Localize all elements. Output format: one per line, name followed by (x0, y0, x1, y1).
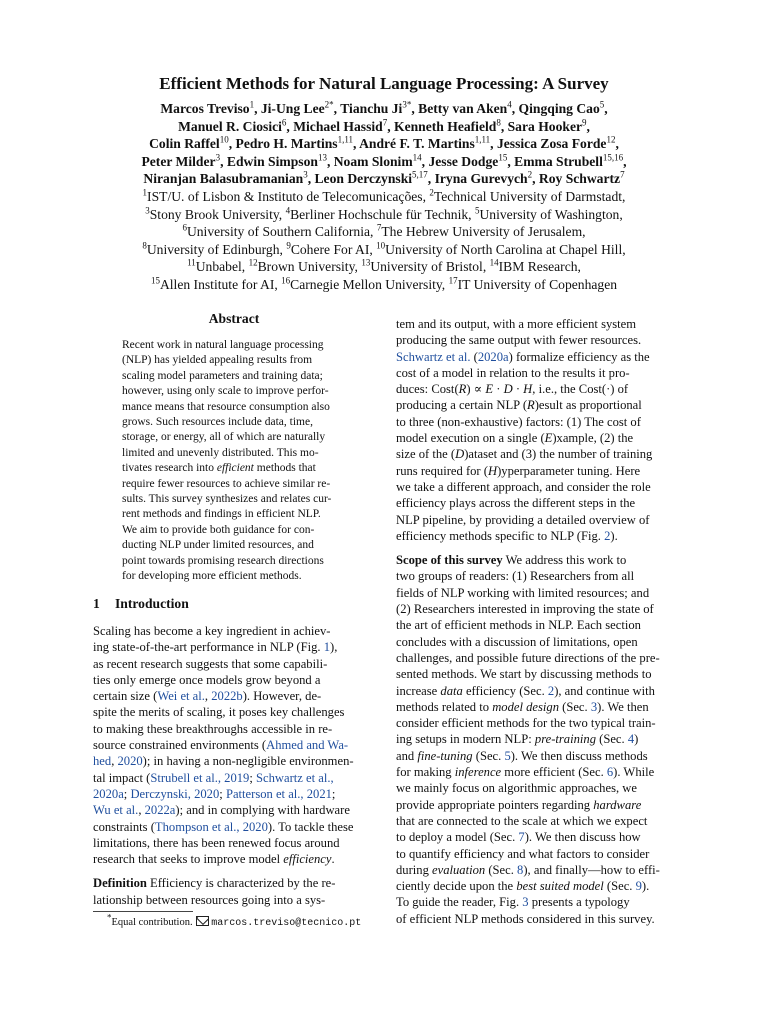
abstract-line: however, using only scale to improve perfor- (122, 385, 329, 398)
affiliation-name: IBM Research, (498, 259, 581, 275)
text-line: concludes with a discussion of limitations, open (396, 634, 638, 649)
abstract-line: point towards promising research directions (122, 554, 324, 567)
abstract-line: Recent work in natural language processing (122, 339, 324, 351)
affiliation-line (84, 258, 684, 276)
author-name: Marcos Treviso (160, 101, 250, 116)
affiliation-line (84, 241, 684, 259)
affiliation-marker: 9 (286, 240, 291, 251)
text-line: to three (non-exhaustive) factors: (1) The cost of (396, 414, 641, 429)
text-line: during evaluation (Sec. 8), and finally—how to effi- (396, 862, 660, 877)
abstract-line: limited and unevenly distributed. This mo- (122, 446, 319, 459)
abstract-body (122, 338, 348, 585)
envelope-icon (196, 916, 209, 926)
affiliation-marker: 2 (429, 187, 434, 198)
affiliation-name: University of Southern California, (186, 224, 377, 240)
author-affiliation-marker: 3 (215, 152, 221, 163)
email-link[interactable]: marcos.treviso@tecnico.pt (211, 918, 362, 929)
citation-link[interactable]: Ahmed and Wa- (266, 738, 349, 753)
author-name: Jesse Dodge (428, 153, 499, 169)
text-line: lationship between resources going into a sys- (93, 892, 326, 907)
author-affiliation-marker: 14 (412, 152, 422, 163)
affiliation-line (84, 223, 684, 241)
affiliation-marker: 14 (489, 257, 499, 268)
affiliation-name: University of North Carolina at Chapel Hill, (385, 241, 626, 257)
author-name: Tianchu Ji (340, 101, 403, 116)
author-name: Betty van Aken (418, 101, 508, 116)
citation-link[interactable]: Strubell et al., 2019 (150, 770, 250, 785)
affiliation-name: University of Bristol, (370, 259, 490, 275)
affiliation-name: Cohere For AI, (290, 241, 377, 257)
author-affiliation-marker: 12 (606, 134, 616, 145)
author-line: Manuel R. Ciosici$^6$, Michael Hassid$^7$, Kenneth Heafield$^8$, Sara Hooker$^9$, (178, 117, 590, 134)
text-line: duces: Cost(R) ∝ E · D · H, i.e., the Cost(·) of (396, 382, 629, 397)
author-affiliation-marker: 1 (249, 99, 255, 110)
text-line: tal impact (Strubell et al., 2019; Schwartz et al., (93, 770, 334, 785)
abstract-line: rent methods and findings in efficient NLP. (122, 508, 321, 521)
emphasis: best suited model (516, 879, 604, 894)
abstract-line: ducting NLP under limited resources, and (122, 539, 314, 552)
affiliation-name: University of Washington, (479, 206, 623, 222)
citation-link[interactable]: Schwartz et al., (256, 770, 334, 785)
emphasis: inference (454, 765, 502, 780)
author-affiliation-marker: 3* (402, 99, 412, 110)
text-line: runs required for (H)yperparameter tuning. Here (396, 463, 641, 478)
right-column-text (396, 316, 680, 927)
text-line: producing a certain NLP (R)esult as proportional (396, 398, 642, 413)
text-line: Scope of this survey We address this work to (396, 553, 627, 568)
citation-link[interactable]: 3 (590, 699, 598, 714)
section-title: Introduction (115, 596, 189, 611)
paragraph-heading: Scope of this survey (396, 553, 503, 568)
author-name: Iryna Gurevych (434, 171, 528, 187)
citation-link[interactable]: 7 (518, 830, 525, 845)
affiliation-marker: 11 (187, 257, 196, 268)
author-name: Sara Hooker (507, 118, 583, 134)
affiliation-name: Berliner Hochschule für Technik, (290, 206, 475, 222)
author-affiliation-marker: 5 (599, 99, 605, 110)
affiliation-name: Brown University, (257, 259, 362, 275)
abstract-line: We aim to provide both guidance for con- (122, 523, 315, 536)
text-line: ties only emerge once models grow beyond a (93, 672, 321, 687)
text-line: constraints (Thompson et al., 2020). To tackle these (93, 819, 354, 834)
author-name: Qingqing Cao (518, 101, 600, 116)
author-affiliation-marker: 3 (303, 169, 308, 180)
emphasis: data (440, 683, 463, 698)
footnote-text: Equal contribution. (111, 917, 196, 928)
citation-link[interactable]: 2022a (144, 803, 176, 818)
author-name: Colin Raffel (149, 136, 220, 152)
text-line: methods related to model design (Sec. 3). We then (396, 699, 649, 714)
text-line: limitations, there has been renewed focus around (93, 835, 340, 850)
citation-link[interactable]: Patterson et al., 2021 (225, 786, 332, 801)
author-name: Noam Slonim (333, 153, 413, 169)
affiliation-marker: 5 (474, 205, 480, 216)
affiliation-name: The Hebrew University of Jerusalem, (381, 224, 586, 240)
abstract-line: scaling model parameters and training data; (122, 369, 323, 382)
section-number: 1 (93, 596, 100, 611)
footnote (107, 912, 362, 929)
citation-link[interactable]: 2 (604, 528, 611, 543)
citation-link[interactable]: 5 (504, 748, 511, 763)
author-affiliation-marker: 8 (496, 117, 501, 128)
left-column-text (93, 623, 376, 908)
citation-link[interactable]: Thompson et al., 2020 (154, 819, 268, 834)
author-affiliation-marker: 1,11 (337, 134, 354, 145)
citation-link[interactable]: 2020 (117, 754, 143, 769)
author-line: Colin Raffel$^{10}$, Pedro H. Martins$^{1,11}$, André F. T. Martins$^{1,11}$, Jessica Zosa Forde$^{12}$, (149, 134, 619, 152)
affiliation-name: Allen Institute for AI, (159, 276, 282, 292)
text-line: fields of NLP working with limited resources; and (396, 585, 650, 600)
affiliation-name: University of Edinburgh, (146, 241, 287, 257)
author-name: Manuel R. Ciosici (178, 118, 282, 134)
text-line: Schwartz et al. (2020a) formalize efficiency as the (396, 349, 650, 364)
text-line: the art of efficient methods in NLP. Each section (396, 618, 641, 633)
emphasis: evaluation (432, 862, 486, 877)
citation-link[interactable]: 2022b (211, 689, 243, 704)
author-affiliation-marker: 13 (317, 152, 327, 163)
citation-link[interactable]: Derczynski, 2020 (130, 786, 220, 801)
abstract-line: sults. This survey synthesizes and relates cur- (122, 493, 332, 506)
author-affiliation-marker: 15 (498, 152, 508, 163)
abstract-heading: Abstract (208, 311, 260, 326)
text-line: that are connected to the scale at which we expect (396, 813, 648, 828)
text-line: efficiency plays across the different steps in the (396, 496, 636, 511)
abstract-line: storage, or energy, all of which are naturally (122, 431, 326, 444)
affiliation-marker: 15 (150, 275, 160, 286)
author-affiliation-marker: 4 (507, 99, 512, 110)
math-operator: Cost (431, 382, 455, 397)
abstract-line: require fewer resources to achieve similar re- (122, 477, 331, 490)
text-line: cost of a model in relation to the results it pro- (396, 365, 630, 380)
text-line: producing the same output with fewer resources. (396, 333, 642, 348)
section-heading-introduction (93, 596, 189, 612)
affiliation-marker: 1 (142, 187, 148, 198)
emphasis: efficiency (283, 852, 332, 867)
affiliation-marker: 8 (142, 240, 147, 251)
emphasis: R (458, 382, 467, 397)
text-line: research that seeks to improve model efficiency. (93, 852, 335, 867)
text-line: (2) Researchers interested in improving the state of (396, 602, 654, 617)
author-line: Niranjan Balasubramanian$^3$, Leon Derczynski$^{5,17}$, Iryna Gurevych$^2$, Roy Schwartz$^7$ (143, 169, 625, 187)
text-line: NLP pipeline, by providing a detailed overview of (396, 512, 650, 527)
affiliation-name: IST/U. of Lisbon & Instituto de Telecomunicações, (147, 189, 430, 204)
emphasis: H (523, 382, 533, 397)
emphasis: model design (492, 699, 559, 714)
text-line: provide appropriate pointers regarding hardware (396, 797, 642, 812)
affiliation-list (84, 188, 684, 294)
citation-link[interactable]: 8 (517, 862, 524, 877)
text-line: to making these breakthroughs accessible in re- (93, 721, 333, 736)
text-line: sented methods. We start by discussing methods to (396, 667, 652, 682)
author-line: Marcos Treviso$^1$, Ji-Ung Lee$^{2*}$, Tianchu $Ji^{3*}$, Betty van Aken$^4$, Qingqing Cao$^5$, (160, 99, 608, 116)
affiliation-line (84, 206, 684, 224)
text-line: increase data efficiency (Sec. 2), and continue with (396, 683, 655, 698)
text-line: To guide the reader, Fig. 3 presents a typology (396, 895, 630, 910)
affiliation-name: Stony Brook University, (149, 206, 286, 222)
author-name: Niranjan Balasubramanian (143, 171, 304, 187)
author-affiliation-marker: 15,16 (602, 152, 624, 163)
text-line: and fine-tuning (Sec. 5). We then discuss methods (396, 748, 648, 763)
author-name: Ji-Ung Lee (260, 101, 325, 116)
author-line: Peter Milder$^3$, Edwin Simpson$^{13}$, Noam Slonim$^{14}$, Jesse Dodge$^{15}$, Emma Strubell$^{15,16}$, (141, 152, 627, 169)
affiliation-line (84, 276, 684, 294)
affiliation-marker: 6 (182, 222, 187, 233)
author-name: Pedro H. Martins (235, 136, 338, 152)
citation-link[interactable]: 2020a (477, 349, 509, 364)
citation-link[interactable]: 2020a (93, 786, 124, 801)
emphasis: hardware (593, 797, 642, 812)
text-line: ing state-of-the-art performance in NLP (Fig. 1), (93, 640, 338, 655)
text-line: Wu et al., 2022a); and in complying with hardware (93, 803, 350, 818)
emphasis: D (455, 447, 465, 462)
text-line: spite the merits of scaling, it poses key challenges (93, 705, 345, 720)
text-line: we take a different approach, and consider the role (396, 479, 651, 494)
author-name: Kenneth Heafield (394, 118, 497, 134)
affiliation-marker: 3 (145, 205, 150, 216)
author-affiliation-marker: 6 (281, 117, 287, 128)
author-affiliation-marker: 9 (582, 117, 587, 128)
math-operator: Cost (578, 382, 602, 397)
emphasis: E (485, 382, 494, 397)
citation-link[interactable]: 3 (522, 895, 529, 910)
affiliation-marker: 12 (248, 257, 258, 268)
text-line: certain size (Wei et al., 2022b). However, de- (93, 689, 322, 704)
text-line: as recent research suggests that some capabili- (93, 656, 328, 671)
text-line: size of the (D)ataset and (3) the number of training (396, 447, 653, 462)
text-line: tem and its output, with a more efficient system (396, 317, 637, 331)
citation-link[interactable]: 1 (323, 640, 330, 655)
citation-link[interactable]: 4 (627, 732, 635, 747)
author-affiliation-marker: 2* (324, 99, 334, 110)
text-line: model execution on a single (E)xample, (2) the (396, 431, 634, 446)
abstract-line: grows. Such resources include data, time, (122, 416, 313, 429)
citation-link[interactable]: 9 (635, 879, 642, 894)
author-name: Leon Derczynski (314, 171, 413, 187)
text-line: for making inference more efficient (Sec. 6). While (396, 765, 655, 780)
text-line: we mainly focus on algorithmic approaches, we (396, 781, 637, 796)
text-line: challenges, and possible future directions of the pre- (396, 650, 660, 665)
author-name: André F. T. Martins (359, 136, 475, 152)
affiliation-line (84, 188, 684, 206)
affiliation-name: Unbabel, (195, 259, 249, 275)
text-line: Definition Efficiency is characterized by the re- (93, 876, 336, 891)
abstract-line: for developing more efficient methods. (122, 570, 302, 583)
emphasis: H (487, 463, 498, 478)
affiliation-marker: 7 (376, 222, 382, 233)
text-line: of efficient NLP methods considered in this survey. (396, 911, 655, 926)
citation-link[interactable]: Schwartz et al. (396, 349, 471, 364)
citation-link[interactable]: Wu et al. (93, 803, 139, 818)
emphasis: pre-training (534, 732, 596, 747)
text-line: consider efficient methods for the two typical train- (396, 716, 656, 731)
abstract-line: mance means that resource consumption also (122, 400, 330, 413)
emphasis: E (544, 431, 553, 446)
paragraph-heading: Definition (93, 876, 147, 891)
author-name: Michael Hassid (293, 118, 383, 134)
text-line: efficiency methods specific to NLP (Fig. 2). (396, 528, 618, 543)
emphasis: R (527, 398, 535, 413)
text-line: ciently decide upon the best suited model (Sec. 9). (396, 879, 650, 894)
author-name: Emma Strubell (514, 153, 603, 169)
text-line: two groups of readers: (1) Researchers from all (396, 569, 635, 584)
affiliation-marker: 17 (448, 275, 458, 286)
emphasis: fine-tuning (417, 748, 473, 763)
citation-link[interactable]: hed (93, 754, 112, 769)
affiliation-name: Technical University of Darmstadt, (433, 189, 626, 204)
paper-title: Efficient Methods for Natural Language Processing: A Survey (159, 74, 609, 93)
text-line: to deploy a model (Sec. 7). We then discuss how (396, 830, 641, 845)
text-line: source constrained environments (Ahmed and Wa- (93, 738, 349, 753)
text-line: to quantify efficiency and what factors to consider (396, 846, 650, 861)
author-affiliation-marker: 7 (382, 117, 388, 128)
author-affiliation-marker: 2 (527, 169, 533, 180)
footnote-marker: * (107, 912, 112, 923)
author-name: Edwin Simpson (226, 153, 318, 169)
author-name: Jessica Zosa Forde (496, 136, 607, 152)
affiliation-name: IT University of Copenhagen (457, 276, 618, 292)
text-line (93, 867, 376, 875)
citation-link[interactable]: 6 (606, 765, 614, 780)
affiliation-name: Carnegie Mellon University, (290, 276, 449, 292)
text-line (396, 544, 680, 552)
citation-link[interactable]: Wei et al. (157, 689, 205, 704)
text-line: ing setups in modern NLP: pre-training (Sec. 4) (396, 732, 639, 747)
author-affiliation-marker: 10 (219, 134, 229, 145)
abstract-line: (NLP) has yielded appealing results from (122, 354, 313, 367)
author-name: Roy Schwartz (538, 171, 621, 187)
author-affiliation-marker: 1,11 (474, 134, 491, 145)
text-line: 2020a; Derczynski, 2020; Patterson et al., 2021; (93, 786, 336, 801)
affiliation-marker: 16 (281, 275, 291, 286)
emphasis: efficient (216, 462, 254, 475)
author-affiliation-marker: 7 (620, 169, 625, 180)
emphasis: D (503, 382, 513, 397)
affiliation-marker: 13 (361, 257, 371, 268)
author-name: Peter Milder (141, 153, 216, 169)
text-line: Scaling has become a key ingredient in achiev- (93, 624, 331, 638)
citation-link[interactable]: 2 (547, 683, 555, 698)
abstract-line: tivates research into efficient methods that (122, 462, 316, 475)
author-affiliation-marker: 5,17 (412, 169, 428, 180)
affiliation-marker: 10 (376, 240, 386, 251)
text-line: hed, 2020); in having a non-negligible environmen- (93, 754, 354, 769)
author-list (84, 100, 684, 188)
affiliation-marker: 4 (285, 205, 291, 216)
